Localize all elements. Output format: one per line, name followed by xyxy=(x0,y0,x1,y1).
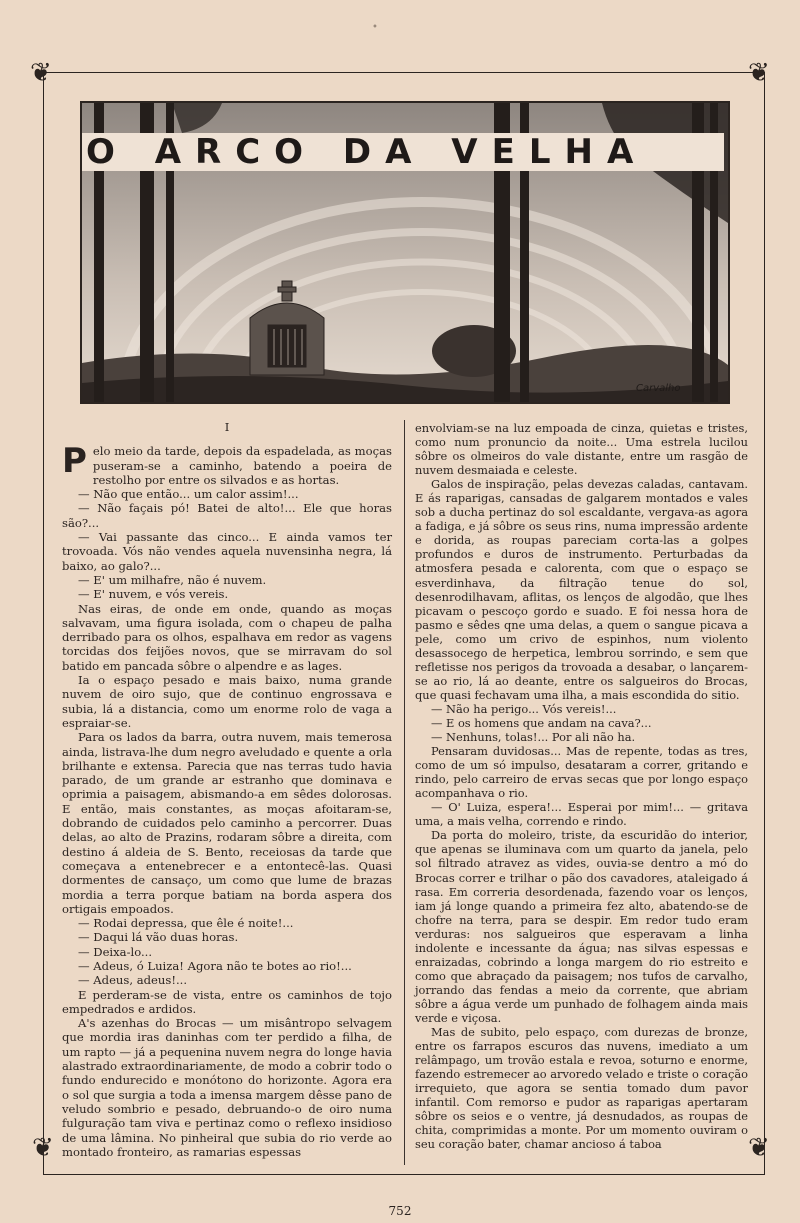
dialogue-line: — E' um milhafre, não é nuvem. xyxy=(78,572,267,587)
paragraph: Galos de inspiração, pelas devezas caladas, cantavam. E ás raparigas, cansadas de galgarem montados e vales sob a ducha pertinaz do sol escaldante, vergava-as agora a fadiga, e já sôbre os seus rins, numa impressão ardente e dorida, as roupas pareciam corta-las a golpes profundos e duros de instrumento. Perturbadas da atmosfera pesada e calorenta, com que o espaço se esverdinhava, da filtração tenue do sol, desenrodilhavam, aflitas, os lenços de algodão, que lhes picavam o pescoço gordo e suado. E foi nessa hora de pasmo e sêdes qne uma delas, a quem o sangue picava a pele, como um crivo de espinhos, num violento desassocego de herpetica, lembrou sorrindo, e sem que refletisse nos perigos da trovoada a desabar, o lançarem-se ao rio, lá ao deante, entre os salgueiros do Brocas, que quasi fechavam uma ilha, a mais escondida do sitio. xyxy=(415,477,748,702)
dialogue-line: — Não ha perigo... Vós vereis!... xyxy=(431,701,617,716)
right-column xyxy=(415,421,748,1151)
paragraph: Pelo meio da tarde, depois da espadelada, as moças puseram-se a caminho, batendo a poeira de restolho por entre os silvados e as hortas. xyxy=(62,441,392,487)
paragraph: E perderam-se de vista, entre os caminhos de tojo empedrados e ardidos. xyxy=(62,987,392,1016)
dialogue-line: — Rodai depressa, que êle é noite!... xyxy=(78,916,294,931)
corner-ornament-top-right-icon: ❦ xyxy=(748,58,770,88)
paragraph: envolviam-se na luz empoada de cinza, quietas e tristes, como num pronuncio da noite... Uma estrela lucilou sôbre os olmeiros do vale distante, entre um rasgão de nuvem desmaiada e celeste. xyxy=(415,421,748,478)
corner-ornament-bottom-right-icon: ❦ xyxy=(748,1133,770,1163)
dialogue-line: — Adeus, adeus!... xyxy=(78,973,188,988)
paragraph: A's azenhas do Brocas — um misântropo selvagem que mordia iras daninhas com ter perdido a filha, de um rapto — já a pequenina nuvem negra do longe havia alastrado extraordinariamente, de modo a cobrir todo o fundo endurecido e monótono do horizonte. Agora era o sol que surgia a toda a imensa margem dêsse pano de veludo sombrio e pesado, debruando-o de oiro numa fulguração tam viva e pertinaz como o reflexo insidioso de uma lâmina. No pinheiral que subia do rio verde ao montado fronteiro, as ramarias espessas xyxy=(62,1016,392,1159)
dialogue-line: — E os homens que andam na cava?... xyxy=(431,715,652,730)
paragraph: Ia o espaço pesado e mais baixo, numa grande nuvem de oiro sujo, que de continuo engrossava e subia, lá a distancia, como um enorme rolo de vaga a espraiar-se. xyxy=(62,673,392,730)
title-text: O ARCO DA VELHA xyxy=(86,132,648,172)
drop-cap: P xyxy=(62,441,87,482)
speck: • xyxy=(372,22,378,33)
dialogue-line: — Daqui lá vão duas horas. xyxy=(78,930,239,945)
paragraph: Pensaram duvidosas... Mas de repente, todas as tres, como de um só impulso, desataram a correr, gritando e rindo, pelo carreiro de ervas secas que por longo espaço acompanhava o rio. xyxy=(415,744,748,801)
page-number: 752 xyxy=(388,1204,412,1218)
dialogue-line: — Deixa-lo... xyxy=(78,944,153,959)
dialogue-line: — Adeus, ó Luiza! Agora não te botes ao rio!... xyxy=(78,958,352,973)
paragraph: Da porta do moleiro, triste, da escuridão do interior, que apenas se iluminava com um quarto da janela, pelo sol filtrado atravez as vides, ouvia-se dentro a mó do Brocas correr e trilhar o pão dos cavadores, ataleigado á rasa. Em correria desordenada, fazendo voar os lenços, iam já longe quando a primeira fez alto, abatendo-se de chofre na terra, para se despir. Em redor tudo eram verduras: nos salgueiros que esperavam a linha indolente e incessante da água; nas silvas espessas e enraizadas, cobrindo a longa margem do rio estreito e como que abraçado da paisagem; nos tufos de carvalho, jorrando das fendas a meio da corrente, que abriam sôbre a água verde um punhado de folhagem ainda mais verde e viçosa. xyxy=(415,828,748,1025)
dialogue-line: — Vai passante das cinco... E ainda vamos ter trovoada. Vós não vendes aquela nuvensinha negra, lá baixo, ao galo?... xyxy=(62,530,392,573)
dialogue-line: — E' nuvem, e vós vereis. xyxy=(78,587,229,602)
column-divider xyxy=(404,420,405,1165)
paragraph: Mas de subito, pelo espaço, com durezas de bronze, entre os farrapos escuros das nuvens, imediato a um relâmpago, um trovão estala e revoa, soturno e enorme, fazendo estremecer ao arvoredo velado e triste o coração irrequieto, que agora se sentia tomado dum pavor infantil. Com remorso e pudor as raparigas apertaram sôbre os seios e o ventre, já desnudados, as roupas de chita, comprimidas a monte. Por um momento ouviram o seu coração bater, chamar ancioso á taboa xyxy=(415,1025,748,1152)
dialogue-line: — O' Luiza, espera!... Esperai por mim!... — gritava uma, a mais velha, correndo e rindo. xyxy=(415,800,748,829)
dialogue-line: — Não façais pó! Batei de alto!... Ele que horas são?... xyxy=(62,501,392,530)
dialogue-line: — Nenhuns, tolas!... Por ali não ha. xyxy=(431,730,636,745)
corner-ornament-top-left-icon: ❦ xyxy=(30,58,52,88)
section-numeral: I xyxy=(224,420,230,434)
dialogue-line: — Não que então... um calor assim!... xyxy=(78,487,299,502)
paragraph: Nas eiras, de onde em onde, quando as moças salvavam, uma figura isolada, com o chapeu de palha derribado para os olhos, espalhava em redor as vagens torcidas dos feijões novos, que se mirravam do sol batido em pancada sôbre o alpendre e as lages. xyxy=(62,601,392,673)
title-banner xyxy=(82,133,724,171)
left-column xyxy=(62,420,392,1159)
paragraph: Para os lados da barra, outra nuvem, mais temerosa ainda, listrava-lhe dum negro aveludado e quente a orla brilhante e extensa. Parecia que nas terras tudo havia parado, de um grande ar estranho que dominava e oprimia a paisagem, abismando-a em sêdes dolorosas. E então, mais constantes, as moças afoitaram-se, dobrando de cuidados pelo caminho a percorrer. Duas delas, ao alto de Prazins, rodaram sôbre a direita, com destino á aldeia de S. Bento, receiosas da tarde que começava a entenebrecer e a entontecê-las. Quasi dormentes de cansaço, um como que lume de brazas mordia a terra porque batiam na borda aspera dos ortigais empoados. xyxy=(62,730,392,916)
artist-signature: Carvalho xyxy=(636,383,681,394)
corner-ornament-bottom-left-icon: ❦ xyxy=(32,1133,54,1163)
